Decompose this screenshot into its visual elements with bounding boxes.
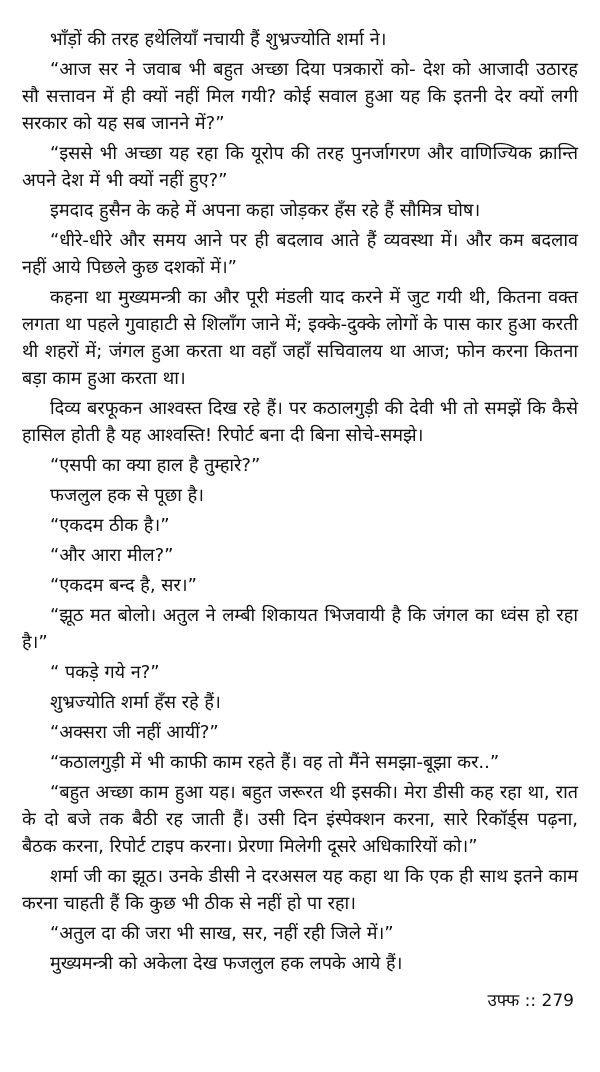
paragraph-20: “अतुल दा की जरा भी साख, सर, नहीं रही जिले में।” [50, 923, 394, 944]
paragraph-11: “और आरा मील?” [50, 545, 174, 566]
paragraph-8: “एसपी का क्या हाल है तुम्हारे?” [50, 455, 261, 476]
paragraph-6: कहना था मुख्यमन्त्री का और पूरी मंडली याद करने में जुट गयी थी, कितना वक्त लगता था पहले गुवाहाटी से शिलाँग जाने में; इक्के-दुक्के लोगों के पास कार हुआ करती थी शहरों में; जंगल हुआ करता था वहाँ जहाँ सचिवालय था आज; फोन करना कितना बड़ा काम हुआ करता था। [22, 287, 578, 389]
page-footer: उफ्फ :: 279 [487, 991, 574, 1011]
paragraph-18: “बहुत अच्छा काम हुआ यह। बहुत जरूरत थी इसकी। मेरा डीसी कह रहा था, रात के दो बजे तक बैठी रह जाती हैं। उसी दिन इंस्पेक्शन करना, सारे रिकॉर्ड्स पढ़ना, बैठक करना, रिपोर्ट टाइप करना। प्रेरणा मिलेगी दूसरे अधिकारियों को।” [22, 782, 578, 857]
paragraph-17: “कठालगुड़ी में भी काफी काम रहते हैं। वह तो मैंने समझा-बूझा कर..” [50, 752, 500, 773]
paragraph-14: “ पकड़े गये न?” [50, 662, 160, 683]
paragraph-4: इमदाद हुसैन के कहे में अपना कहा जोड़कर हँस रहे हैं सौमित्र घोष। [50, 200, 481, 221]
paragraph-7: दिव्य बरफूकन आश्वस्त दिख रहे हैं। पर कठालगुड़ी की देवी भी तो समझें कि कैसे हासिल होती है यह आश्वस्ति! रिपोर्ट बना दी बिना सोचे-समझे। [22, 398, 578, 446]
page-body [22, 26, 578, 977]
paragraph-21: मुख्यमन्त्री को अकेला देख फजलुल हक लपके आये हैं। [50, 953, 403, 974]
paragraph-13: “झूठ मत बोलो। अतुल ने लम्बी शिकायत भिजवायी है कि जंगल का ध्वंस हो रहा है।” [22, 605, 578, 653]
paragraph-5: “धीरे-धीरे और समय आने पर ही बदलाव आते हैं व्यवस्था में। और कम बदलाव नहीं आये पिछले कुछ दशकों में।” [22, 230, 578, 278]
paragraph-1: भाँड़ों की तरह हथेलियाँ नचायी हैं शुभ्रज्योति शर्मा ने। [50, 29, 387, 50]
paragraph-19: शर्मा जी का झूठ। उनके डीसी ने दरअसल यह कहा था कि एक ही साथ इतने काम करना चाहती हैं कि कुछ भी ठीक से नहीं हो पा रहा। [22, 866, 578, 914]
paragraph-12: “एकदम बन्द है, सर।” [50, 575, 197, 596]
paragraph-16: “अक्सरा जी नहीं आयीं?” [50, 722, 219, 743]
paragraph-2: “आज सर ने जवाब भी बहुत अच्छा दिया पत्रकारों को- देश को आजादी उठारह सौ सत्तावन में ही क्यों नहीं मिल गयी? कोई सवाल हुआ यह कि इतनी देर क्यों लगी सरकार को यह सब जानने में?” [22, 59, 578, 134]
paragraph-3: “इससे भी अच्छा यह रहा कि यूरोप की तरह पुनर्जागरण और वाणिज्यिक क्रान्ति अपने देश में भी क्यों नहीं हुए?” [22, 143, 578, 191]
paragraph-15: शुभ्रज्योति शर्मा हँस रहे हैं। [50, 692, 221, 713]
paragraph-10: “एकदम ठीक है।” [50, 515, 170, 536]
paragraph-9: फजलुल हक से पूछा है। [50, 485, 204, 506]
